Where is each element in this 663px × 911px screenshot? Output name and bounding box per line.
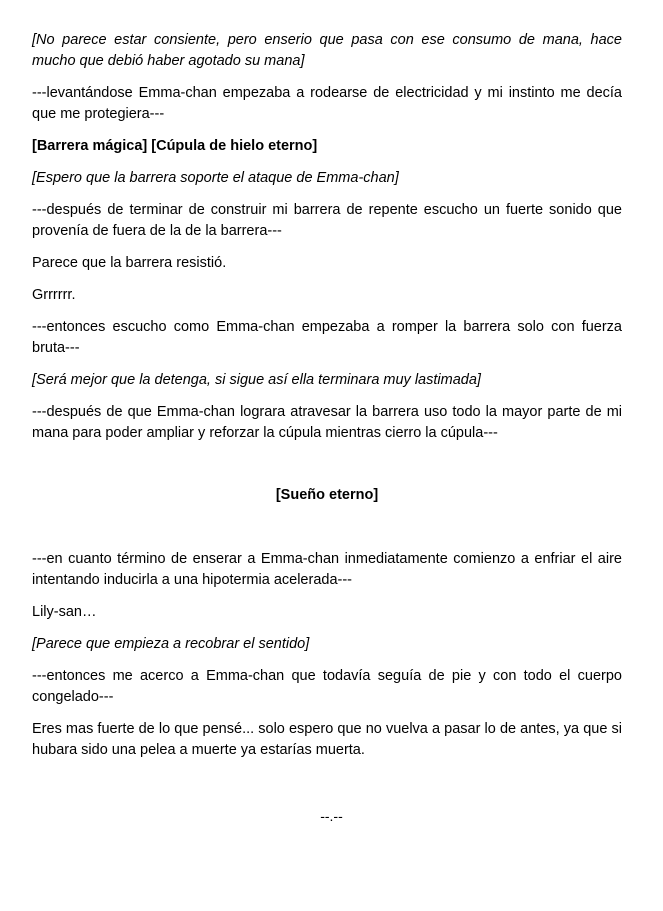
- paragraph-narration: ---entonces escucho como Emma-chan empezaba a romper la barrera solo con fuerza bruta---: [32, 319, 622, 356]
- paragraph-thought: [No parece estar consiente, pero enserio que pasa con ese consumo de mana, hace mucho que debió haber agotado su mana]: [32, 32, 622, 69]
- paragraph-narration: ---entonces me acerco a Emma-chan que todavía seguía de pie y con todo el cuerpo congelado---: [32, 668, 622, 705]
- paragraph-dialogue: Grrrrrr.: [32, 287, 76, 303]
- paragraph-dialogue: Lily-san…: [32, 604, 97, 620]
- paragraph-thought: [Será mejor que la detenga, si sigue así ella terminara muy lastimada]: [32, 372, 481, 388]
- blank-space: [32, 455, 622, 485]
- paragraph-narration: ---en cuanto término de enserar a Emma-chan inmediatamente comienzo a enfriar el aire intentando inducirla a una hipotermia acelerada---: [32, 551, 622, 588]
- page-footer-separator: --.--: [320, 808, 343, 824]
- blank-space: [32, 506, 622, 549]
- section-heading: [Sueño eterno]: [275, 487, 379, 503]
- paragraph-thought: [Espero que la barrera soporte el ataque de Emma-chan]: [32, 170, 399, 186]
- document-page: [32, 30, 622, 772]
- paragraph-dialogue: Eres mas fuerte de lo que pensé... solo espero que no vuelva a pasar lo de antes, ya que si hubara sido una pelea a muerte ya estarías muerta.: [32, 721, 622, 758]
- paragraph-spell: [Barrera mágica] [Cúpula de hielo eterno]: [32, 138, 318, 154]
- paragraph-dialogue: Parece que la barrera resistió.: [32, 255, 227, 271]
- paragraph-narration: ---después de que Emma-chan lograra atravesar la barrera uso todo la mayor parte de mi mana para poder ampliar y reforzar la cúpula mientras cierro la cúpula---: [32, 404, 622, 441]
- paragraph-thought: [Parece que empieza a recobrar el sentido]: [32, 636, 310, 652]
- paragraph-narration: ---después de terminar de construir mi barrera de repente escucho un fuerte sonido que provenía de fuera de la de la barrera---: [32, 202, 622, 239]
- paragraph-narration: ---levantándose Emma-chan empezaba a rodearse de electricidad y mi instinto me decía que me protegiera---: [32, 85, 622, 122]
